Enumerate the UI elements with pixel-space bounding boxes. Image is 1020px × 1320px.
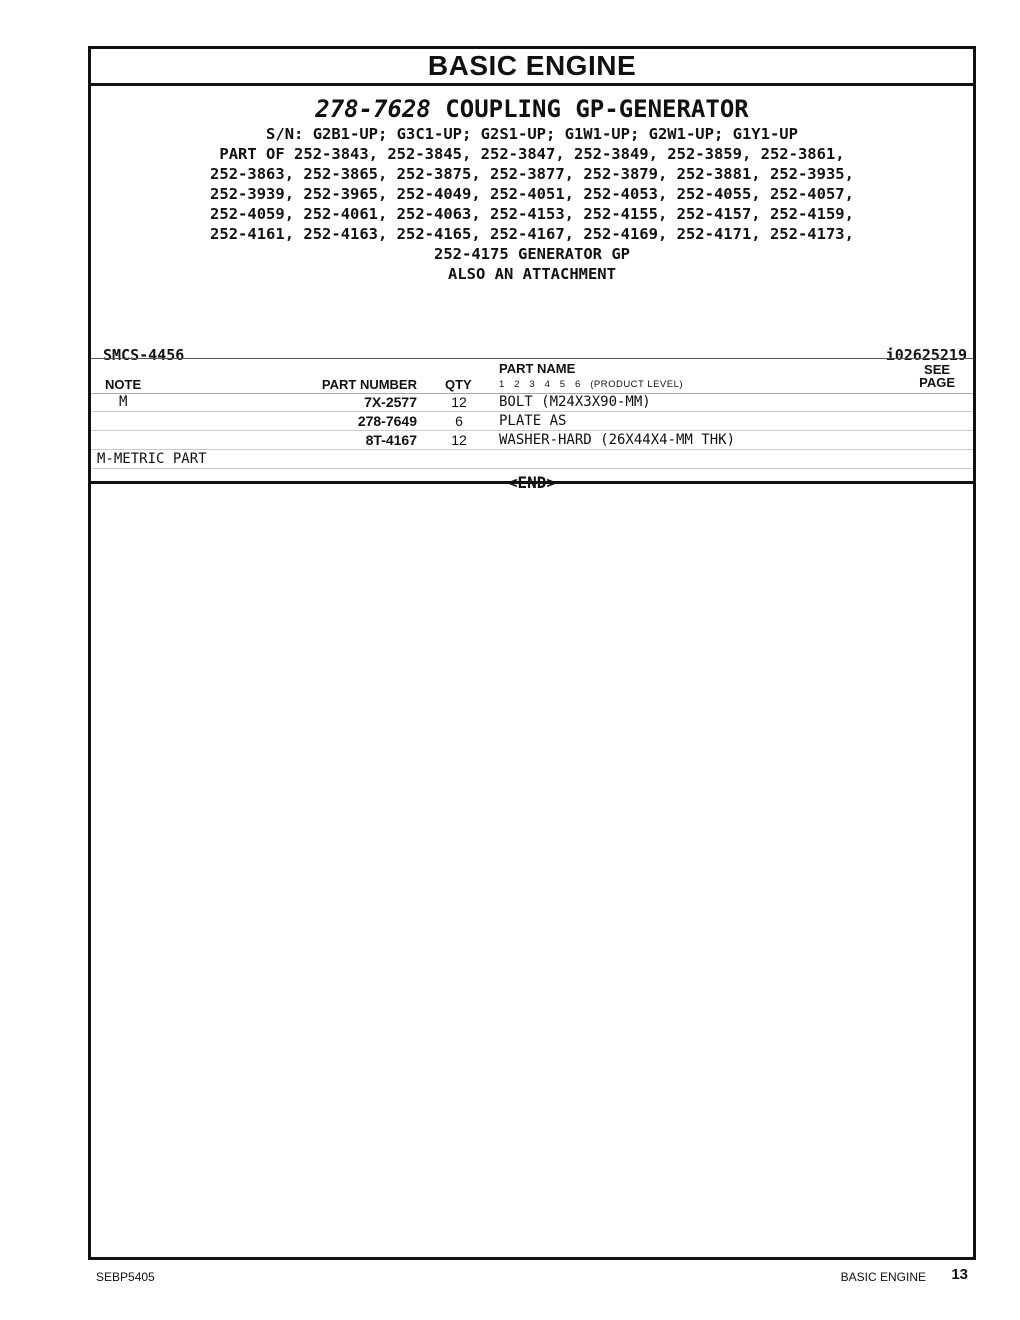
group-title [91,94,973,124]
part-of-line: 252-4175 GENERATOR GP [434,245,630,263]
row-part-name: WASHER-HARD (26X44X4-MM THK) [499,432,736,448]
row-qty: 12 [451,432,467,448]
part-of-line: 252-4059, 252-4061, 252-4063, 252-4153, 252-4155, 252-4157, 252-4159, [210,205,854,223]
table-row [91,412,973,431]
row-part-name: BOLT (M24X3X90-MM) [499,394,651,410]
document-id: SEBP5405 [96,1270,155,1284]
row-part-number[interactable]: 8T-4167 [365,432,417,448]
row-part-name: PLATE AS [499,413,567,429]
see-page-header [919,363,955,389]
row-qty: 6 [455,413,463,429]
page-frame [88,46,976,1260]
footer-section: BASIC ENGINE [840,1270,926,1284]
table-row [91,393,973,412]
table-header [91,358,973,394]
attachment-line: ALSO AN ATTACHMENT [448,265,616,283]
note-header: NOTE [105,377,142,392]
page-label: PAGE [919,375,955,390]
metric-note-text: M-METRIC PART [97,451,207,467]
part-name-header: PART NAME [499,361,576,376]
part-of-line: 252-4161, 252-4163, 252-4165, 252-4167, 252-4169, 252-4171, 252-4173, [210,225,854,243]
part-number-header: PART NUMBER [321,377,417,392]
end-marker: <END> [507,473,557,492]
section-title: BASIC ENGINE [91,49,973,86]
row-part-number[interactable]: 278-7649 [357,413,417,429]
see-label: SEE [924,362,951,377]
part-of-line: 252-3863, 252-3865, 252-3875, 252-3877, 252-3879, 252-3881, 252-3935, [210,165,854,183]
page-number: 13 [951,1266,968,1283]
page-footer [96,1266,968,1288]
illustration-id: i02625219 [885,346,967,364]
group-info [91,124,973,284]
metric-note [91,450,973,469]
parts-table [91,393,973,492]
part-of-line: PART OF 252-3843, 252-3845, 252-3847, 252-3849, 252-3859, 252-3861, [219,145,845,163]
part-of-line: 252-3939, 252-3965, 252-4049, 252-4051, 252-4053, 252-4055, 252-4057, [210,185,854,203]
product-level-header: 1 2 3 4 5 6 (PRODUCT LEVEL) [499,379,684,390]
row-qty: 12 [451,394,467,410]
group-name: COUPLING GP-GENERATOR [445,95,749,123]
row-part-number[interactable]: 7X-2577 [364,394,417,410]
group-number: 278-7628 [315,95,431,123]
serial-numbers: S/N: G2B1-UP; G3C1-UP; G2S1-UP; G1W1-UP; G2W1-UP; G1Y1-UP [266,125,798,143]
qty-header: QTY [445,377,472,392]
smcs-code: SMCS-4456 [103,346,185,364]
row-note: M [119,394,128,410]
table-row [91,431,973,450]
group-section [91,94,973,492]
